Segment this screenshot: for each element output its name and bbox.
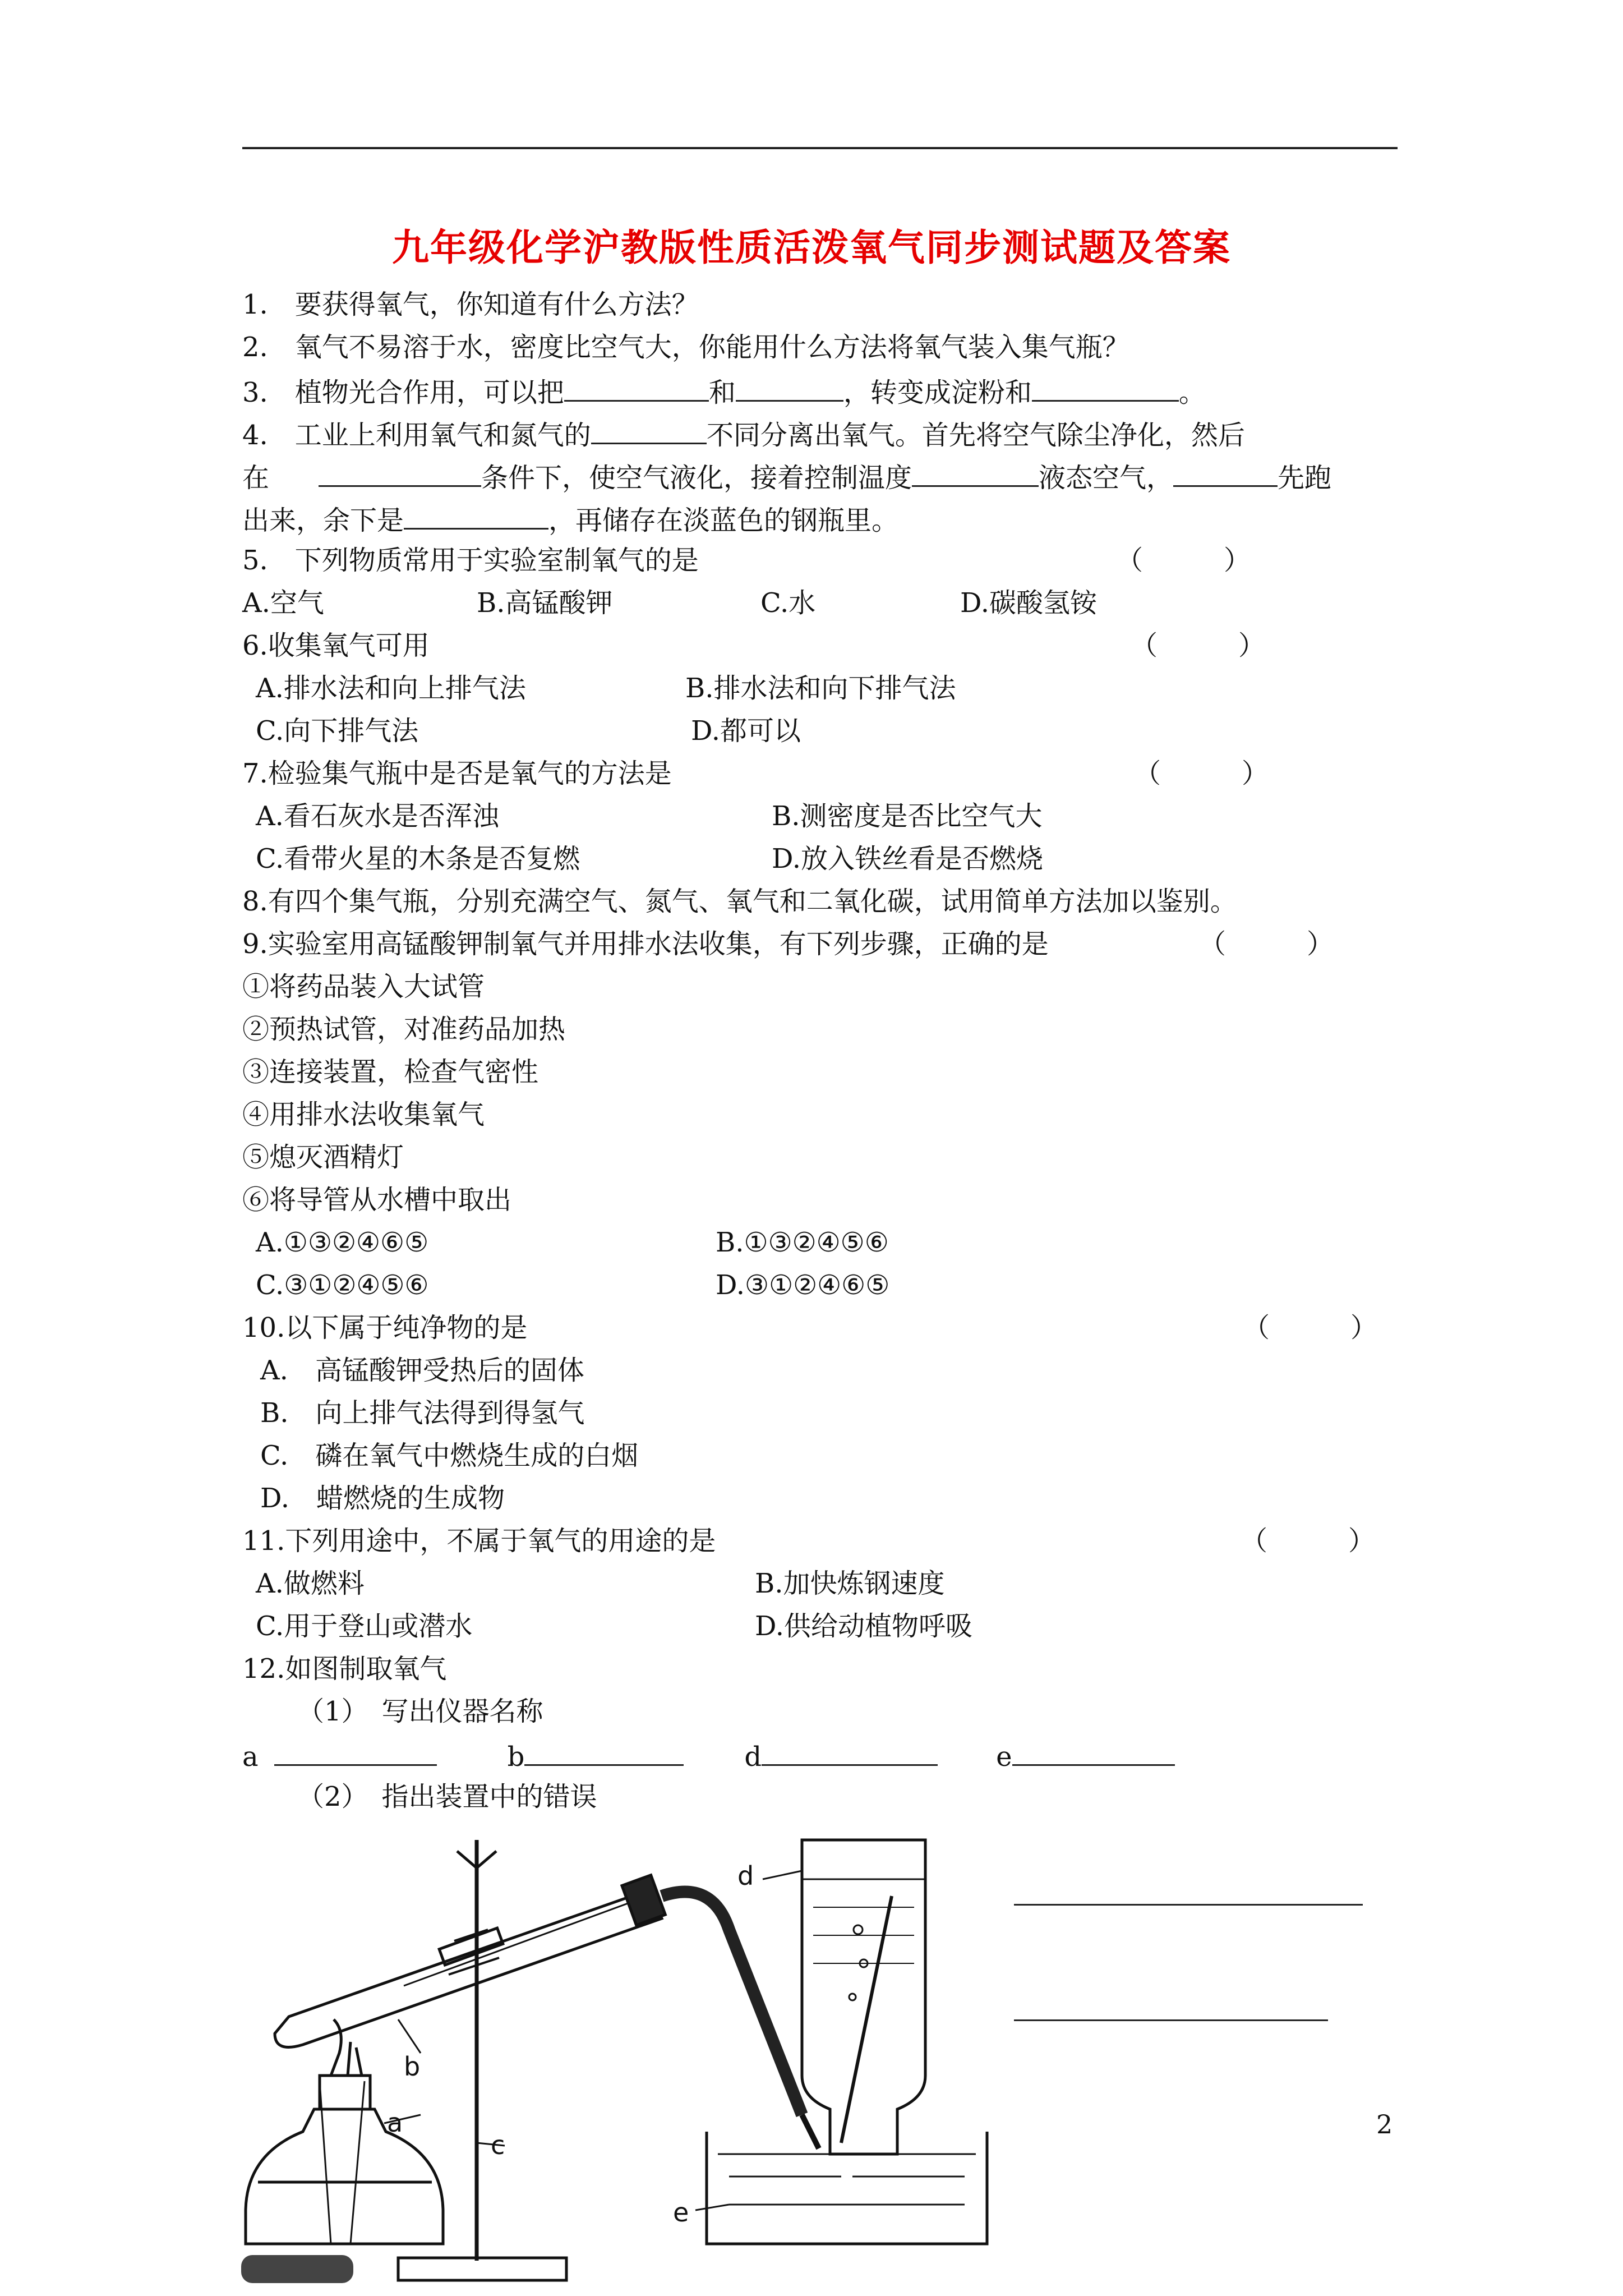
- option-b: B. 向上排气法得到得氢气: [260, 1397, 585, 1429]
- answer-paren[interactable]: （ ）: [1241, 1525, 1376, 1557]
- answer-blank[interactable]: [1012, 1738, 1175, 1766]
- option-a: A.看石灰水是否浑浊: [256, 800, 499, 832]
- option-d: D.供给动植物呼吸: [755, 1611, 973, 1642]
- figure-label-e: e: [673, 2197, 689, 2228]
- option-b: B.排水法和向下排气法: [685, 673, 956, 704]
- option-b: B.①③②④⑤⑥: [716, 1227, 889, 1258]
- question-2: 2. 氧气不易溶于水，密度比空气大，你能用什么方法将氧气装入集气瓶？: [242, 332, 1129, 363]
- sub-question-2: （2） 指出装置中的错误: [297, 1781, 597, 1812]
- question-8: 8.有四个集气瓶，分别充满空气、氮气、氧气和二氧化碳，试用简单方法加以鉴别。: [242, 886, 1237, 917]
- question-6: 6.收集氧气可用: [242, 630, 430, 661]
- option-a: A.做燃料: [256, 1568, 365, 1599]
- question-7: 7.检验集气瓶中是否是氧气的方法是: [242, 758, 672, 789]
- answer-line[interactable]: [1014, 2019, 1328, 2021]
- step-item: ①将药品装入大试管: [242, 971, 485, 1002]
- question-10: 10.以下属于纯净物的是: [242, 1312, 528, 1343]
- option-c: C.③①②④⑤⑥: [256, 1269, 429, 1301]
- option-a: A.①③②④⑥⑤: [256, 1227, 429, 1258]
- option-a: A. 高锰酸钾受热后的固体: [260, 1355, 584, 1386]
- option-d: D.③①②④⑥⑤: [716, 1269, 890, 1301]
- answer-blank[interactable]: [736, 374, 843, 402]
- option-c: C.水: [760, 587, 816, 619]
- figure-label-a: a: [387, 2108, 403, 2138]
- option-c: C.看带火星的木条是否复燃: [256, 843, 580, 875]
- question-4-line-2: 在 条件下，使空气液化，接着控制温度 液态空气， 先跑: [242, 459, 1331, 494]
- figure-label-c: c: [491, 2130, 505, 2160]
- apparatus-figure: [236, 1818, 1015, 2289]
- header-rule: [242, 147, 1398, 149]
- answer-paren[interactable]: （ ）: [1243, 1312, 1378, 1343]
- option-b: B.高锰酸钾: [477, 587, 613, 619]
- option-d: D. 蜡燃烧的生成物: [260, 1483, 505, 1514]
- question-12: 12.如图制取氧气: [242, 1653, 447, 1685]
- answer-blank[interactable]: [404, 502, 548, 530]
- answer-blank[interactable]: [524, 1738, 684, 1766]
- answer-paren[interactable]: （ ）: [1131, 630, 1266, 661]
- answer-paren[interactable]: （ ）: [1116, 545, 1251, 576]
- question-11: 11.下列用途中，不属于氧气的用途的是: [242, 1525, 716, 1557]
- option-d: D.都可以: [691, 715, 801, 747]
- answer-blank[interactable]: [1173, 459, 1278, 487]
- answer-blank[interactable]: [564, 374, 709, 402]
- answer-blank[interactable]: [1032, 374, 1179, 402]
- answer-blank[interactable]: [591, 417, 707, 444]
- step-item: ④用排水法收集氧气: [242, 1099, 485, 1130]
- figure-label-b: b: [404, 2051, 421, 2082]
- question-4-line-1: 4. 工业上利用氧气和氮气的 不同分离出氧气。首先将空气除尘净化，然后: [242, 417, 1245, 451]
- answer-paren[interactable]: （ ）: [1134, 758, 1269, 789]
- option-b: B.测密度是否比空气大: [772, 800, 1043, 832]
- answer-paren[interactable]: （ ）: [1199, 928, 1334, 960]
- answer-blank[interactable]: [912, 459, 1039, 487]
- option-d: D.放入铁丝看是否燃烧: [772, 843, 1044, 875]
- page-number: 2: [1376, 2109, 1393, 2139]
- question-4-line-3: 出来，余下是 ，再储存在淡蓝色的钢瓶里。: [242, 502, 898, 536]
- question-9: 9.实验室用高锰酸钾制氧气并用排水法收集，有下列步骤，正确的是: [242, 928, 1049, 960]
- option-c: C.用于登山或潜水: [256, 1611, 473, 1642]
- page-title: 九年级化学沪教版性质活泼氧气同步测试题及答案: [392, 226, 1231, 269]
- answer-blank[interactable]: [762, 1738, 938, 1766]
- step-item: ③连接装置，检查气密性: [242, 1056, 539, 1088]
- answer-blank[interactable]: [274, 1738, 437, 1766]
- option-a: A.空气: [242, 587, 324, 619]
- option-d: D.碳酸氢铵: [960, 587, 1098, 619]
- question-1: 1. 要获得氧气，你知道有什么方法？: [242, 289, 699, 320]
- answer-line[interactable]: [1014, 1904, 1363, 1906]
- question-3: 3. 植物光合作用，可以把 和 ，转变成淀粉和 。: [242, 374, 1206, 408]
- option-c: C. 磷在氧气中燃烧生成的白烟: [260, 1440, 639, 1471]
- figure-label-d: d: [737, 1861, 754, 1891]
- step-item: ⑥将导管从水槽中取出: [242, 1184, 512, 1216]
- option-b: B.加快炼钢速度: [755, 1568, 945, 1599]
- option-c: C.向下排气法: [256, 715, 419, 747]
- step-item: ⑤熄灭酒精灯: [242, 1142, 404, 1173]
- answer-blank[interactable]: [319, 459, 481, 487]
- step-item: ②预热试管，对准药品加热: [242, 1014, 566, 1045]
- option-a: A.排水法和向上排气法: [256, 673, 526, 704]
- sub-question-1: （1） 写出仪器名称: [297, 1696, 543, 1727]
- instrument-name-row: a b d e: [242, 1738, 1175, 1773]
- question-5: 5. 下列物质常用于实验室制氧气的是: [242, 545, 699, 576]
